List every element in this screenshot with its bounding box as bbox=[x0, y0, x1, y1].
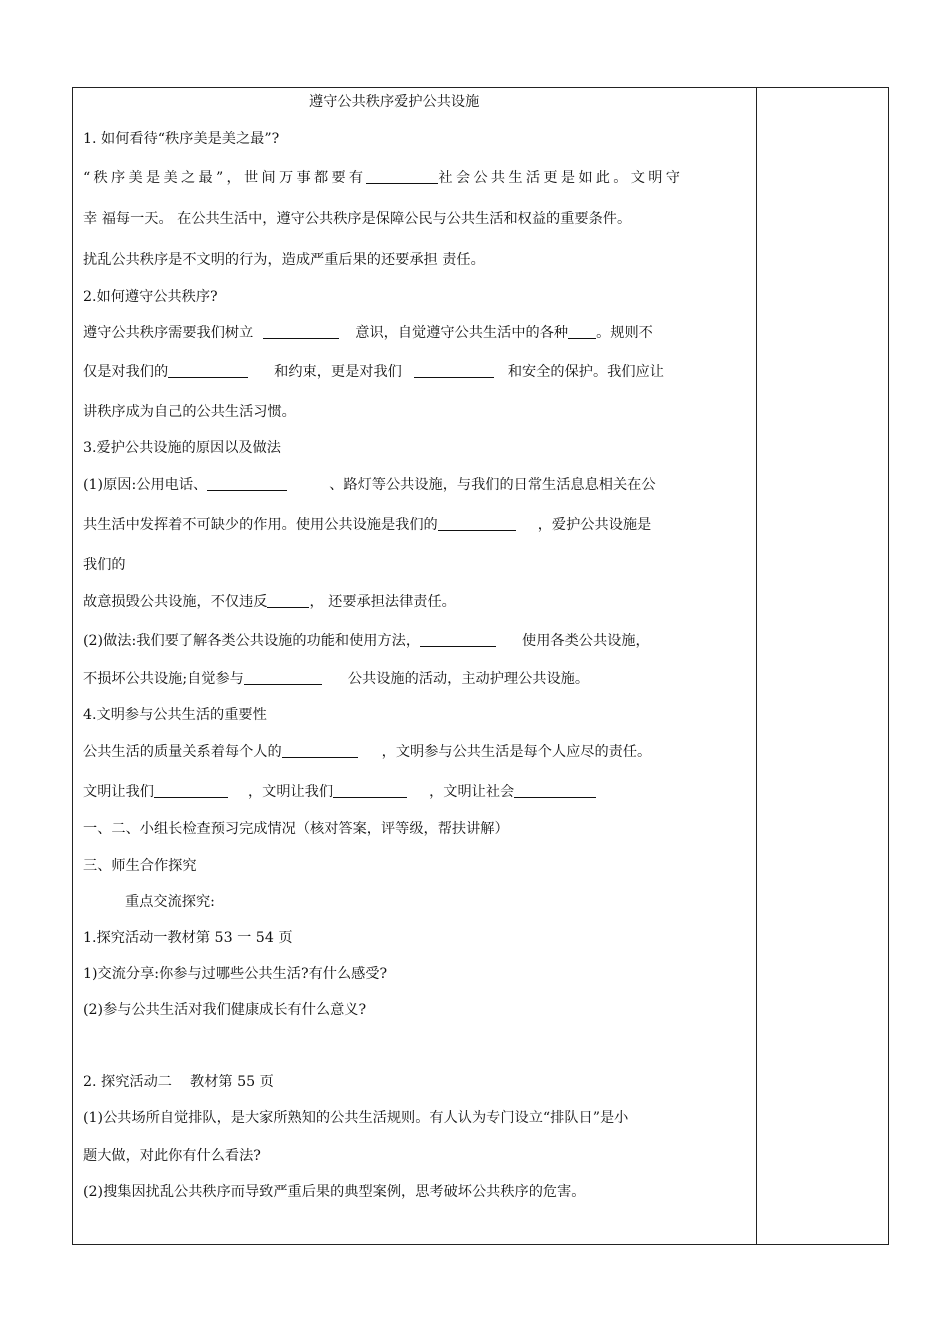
blank bbox=[366, 169, 438, 184]
q4-heading: 4.文明参与公共生活的重要性 bbox=[83, 707, 267, 723]
q3-line2: 共生活中发挥着不可缺少的作用。使用公共设施是我们的 ，爱护公共设施是 bbox=[83, 517, 652, 533]
activity1-question2: (2)参与公共生活对我们健康成长有什么意义? bbox=[83, 1002, 367, 1018]
q1-heading: 1. 如何看待“秩序美是美之最”? bbox=[83, 131, 280, 147]
activity1-heading: 1.探究活动一教材第 53 一 54 页 bbox=[83, 930, 293, 946]
q1-line3: 扰乱公共秩序是不文明的行为，造成严重后果的还要承担 责任。 bbox=[83, 252, 485, 268]
q1-line2: 幸 福每一天。 在公共生活中，遵守公共秩序是保障公民与公共生活和权益的重要条件。 bbox=[83, 211, 632, 227]
blank bbox=[263, 324, 339, 339]
activity2-heading: 2. 探究活动二 教材第 55 页 bbox=[83, 1074, 274, 1090]
q3-line3: 我们的 bbox=[83, 557, 126, 573]
q3-line1: (1)原因:公用电话、 、路灯等公共设施，与我们的日常生活息息相关在公 bbox=[83, 477, 656, 493]
q2-line3: 讲秩序成为自己的公共生活习惯。 bbox=[83, 404, 296, 420]
blank bbox=[244, 670, 322, 685]
blank bbox=[207, 476, 287, 491]
blank bbox=[420, 632, 496, 647]
section-cooperative-inquiry: 三、师生合作探究 bbox=[83, 858, 197, 874]
q2-line2: 仅是对我们的 和约束，更是对我们 和安全的保护。我们应让 bbox=[83, 364, 664, 380]
page-title: 遵守公共秩序爱护公共设施 bbox=[309, 94, 480, 110]
blank bbox=[154, 783, 228, 798]
q2-heading: 2.如何遵守公共秩序? bbox=[83, 289, 218, 305]
q3-heading: 3.爱护公共设施的原因以及做法 bbox=[83, 440, 281, 456]
q3-line6: 不损坏公共设施;自觉参与 公共设施的活动，主动护理公共设施。 bbox=[83, 671, 590, 687]
focus-label: 重点交流探究: bbox=[125, 894, 215, 910]
blank bbox=[568, 324, 596, 339]
blank bbox=[414, 363, 494, 378]
q4-line1: 公共生活的质量关系着每个人的 ，文明参与公共生活是每个人应尽的责任。 bbox=[83, 744, 652, 760]
column-divider bbox=[756, 88, 757, 1244]
activity2-question2: (2)搜集因扰乱公共秩序而导致严重后果的典型案例，思考破坏公共秩序的危害。 bbox=[83, 1184, 586, 1200]
blank bbox=[514, 783, 596, 798]
q1-line1: “秩序美是美之最”，世间万事都要有 社会公共生活更是如此。文明守 bbox=[83, 170, 684, 186]
q2-line1: 遵守公共秩序需要我们树立 意识，自觉遵守公共生活中的各种 。规则不 bbox=[83, 325, 653, 341]
blank bbox=[267, 593, 309, 608]
q3-line4: 故意损毁公共设施，不仅违反 ， 还要承担法律责任。 bbox=[83, 594, 456, 610]
worksheet-table bbox=[72, 87, 889, 1245]
activity2-question1b: 题大做，对此你有什么看法? bbox=[83, 1148, 261, 1164]
blank bbox=[168, 363, 248, 378]
blank bbox=[333, 783, 407, 798]
q3-line5: (2)做法:我们要了解各类公共设施的功能和使用方法， 使用各类公共设施， bbox=[83, 633, 650, 649]
activity1-question1: 1)交流分享:你参与过哪些公共生活?有什么感受? bbox=[83, 966, 388, 982]
section-check-preview: 一、二、小组长检查预习完成情况（核对答案，评等级，帮扶讲解） bbox=[83, 821, 509, 837]
blank bbox=[282, 743, 358, 758]
activity2-question1a: (1)公共场所自觉排队，是大家所熟知的公共生活规则。有人认为专门设立“排队日”是小 bbox=[83, 1110, 629, 1126]
q4-line2: 文明让我们 ，文明让我们 ，文明让社会 bbox=[83, 782, 596, 802]
blank bbox=[438, 516, 516, 531]
